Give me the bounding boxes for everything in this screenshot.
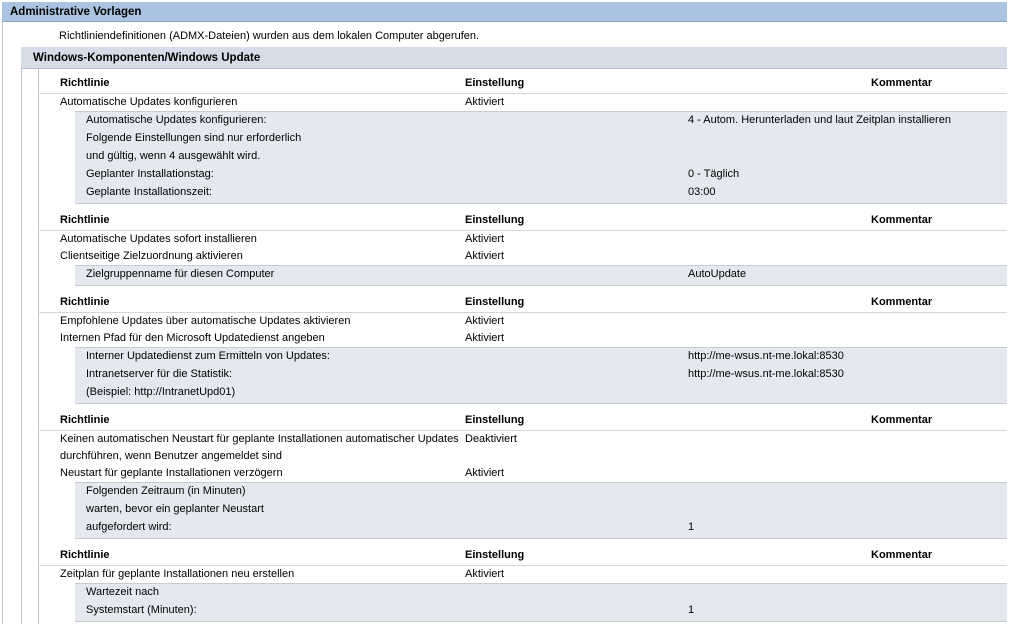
column-header-setting: Einstellung — [465, 77, 525, 89]
tree-line — [2, 22, 3, 624]
info-text: Richtliniendefinitionen (ADMX-Dateien) wurden aus dem lokalen Computer abgerufen. — [59, 30, 480, 42]
detail-label: Intranetserver für die Statistik: — [86, 368, 233, 380]
column-header-policy: Richtlinie — [60, 296, 110, 308]
column-header-policy: Richtlinie — [60, 549, 110, 561]
policy-setting-value: Aktiviert — [465, 467, 505, 479]
header-divider — [38, 430, 1007, 431]
policy-name: Automatische Updates sofort installieren — [60, 233, 257, 245]
column-header-comment: Kommentar — [871, 549, 933, 561]
detail-label: Interner Updatedienst zum Ermitteln von Updates: — [86, 350, 330, 362]
detail-label: Folgende Einstellungen sind nur erforderlich — [86, 132, 302, 144]
tree-line — [38, 69, 39, 624]
policy-setting-value: Deaktiviert — [465, 433, 517, 445]
detail-value: 1 — [688, 604, 695, 616]
detail-label: Zielgruppenname für diesen Computer — [86, 268, 275, 280]
detail-label: Wartezeit nach — [86, 586, 159, 598]
policy-setting-value: Aktiviert — [465, 332, 505, 344]
detail-label: Folgenden Zeitraum (in Minuten) — [86, 485, 246, 497]
detail-label: (Beispiel: http://IntranetUpd01) — [86, 386, 236, 398]
section-header-windows-update[interactable]: Windows-Komponenten/Windows Update — [21, 47, 1007, 69]
detail-label: und gültig, wenn 4 ausgewählt wird. — [86, 150, 261, 162]
column-header-comment: Kommentar — [871, 77, 933, 89]
column-header-comment: Kommentar — [871, 414, 933, 426]
detail-value: 1 — [688, 521, 695, 533]
column-header-policy: Richtlinie — [60, 77, 110, 89]
header-divider — [38, 565, 1007, 566]
policy-setting-value: Aktiviert — [465, 250, 505, 262]
detail-label: warten, bevor ein geplanter Neustart — [86, 503, 264, 515]
detail-label: Geplanter Installationstag: — [86, 168, 214, 180]
detail-value: http://me-wsus.nt-me.lokal:8530 — [688, 350, 844, 362]
column-header-policy: Richtlinie — [60, 214, 110, 226]
header-divider — [38, 230, 1007, 231]
detail-value: 0 - Täglich — [688, 168, 740, 180]
policy-name: Zeitplan für geplante Installationen neu erstellen — [60, 568, 295, 580]
detail-value: 4 - Autom. Herunterladen und laut Zeitplan installieren — [688, 114, 951, 126]
policy-setting-value: Aktiviert — [465, 233, 505, 245]
detail-value: http://me-wsus.nt-me.lokal:8530 — [688, 368, 844, 380]
policy-name: Clientseitige Zielzuordnung aktivieren — [60, 250, 243, 262]
detail-label: Systemstart (Minuten): — [86, 604, 197, 616]
policy-setting-value: Aktiviert — [465, 315, 505, 327]
policy-name: Automatische Updates konfigurieren — [60, 96, 238, 108]
column-header-comment: Kommentar — [871, 296, 933, 308]
detail-value: 03:00 — [688, 186, 716, 198]
detail-label: Automatische Updates konfigurieren: — [86, 114, 267, 126]
header-divider — [38, 312, 1007, 313]
policy-setting-value: Aktiviert — [465, 568, 505, 580]
policy-name: Empfohlene Updates über automatische Updates aktivieren — [60, 315, 351, 327]
column-header-setting: Einstellung — [465, 549, 525, 561]
policy-name: Internen Pfad für den Microsoft Updatedienst angeben — [60, 332, 325, 344]
tree-line — [21, 69, 22, 624]
column-header-setting: Einstellung — [465, 214, 525, 226]
header-divider — [38, 93, 1007, 94]
column-header-setting: Einstellung — [465, 414, 525, 426]
admin-templates-header[interactable]: Administrative Vorlagen — [2, 2, 1007, 22]
policy-name: Keinen automatischen Neustart für geplante Installationen automatischer Updates — [60, 433, 459, 445]
column-header-policy: Richtlinie — [60, 414, 110, 426]
policy-name: durchführen, wenn Benutzer angemeldet sind — [60, 450, 282, 462]
policy-details-box — [75, 583, 1007, 622]
policy-name: Neustart für geplante Installationen verzögern — [60, 467, 283, 479]
column-header-setting: Einstellung — [465, 296, 525, 308]
detail-value: AutoUpdate — [688, 268, 747, 280]
column-header-comment: Kommentar — [871, 214, 933, 226]
detail-label: Geplante Installationszeit: — [86, 186, 212, 198]
detail-label: aufgefordert wird: — [86, 521, 172, 533]
policy-setting-value: Aktiviert — [465, 96, 505, 108]
